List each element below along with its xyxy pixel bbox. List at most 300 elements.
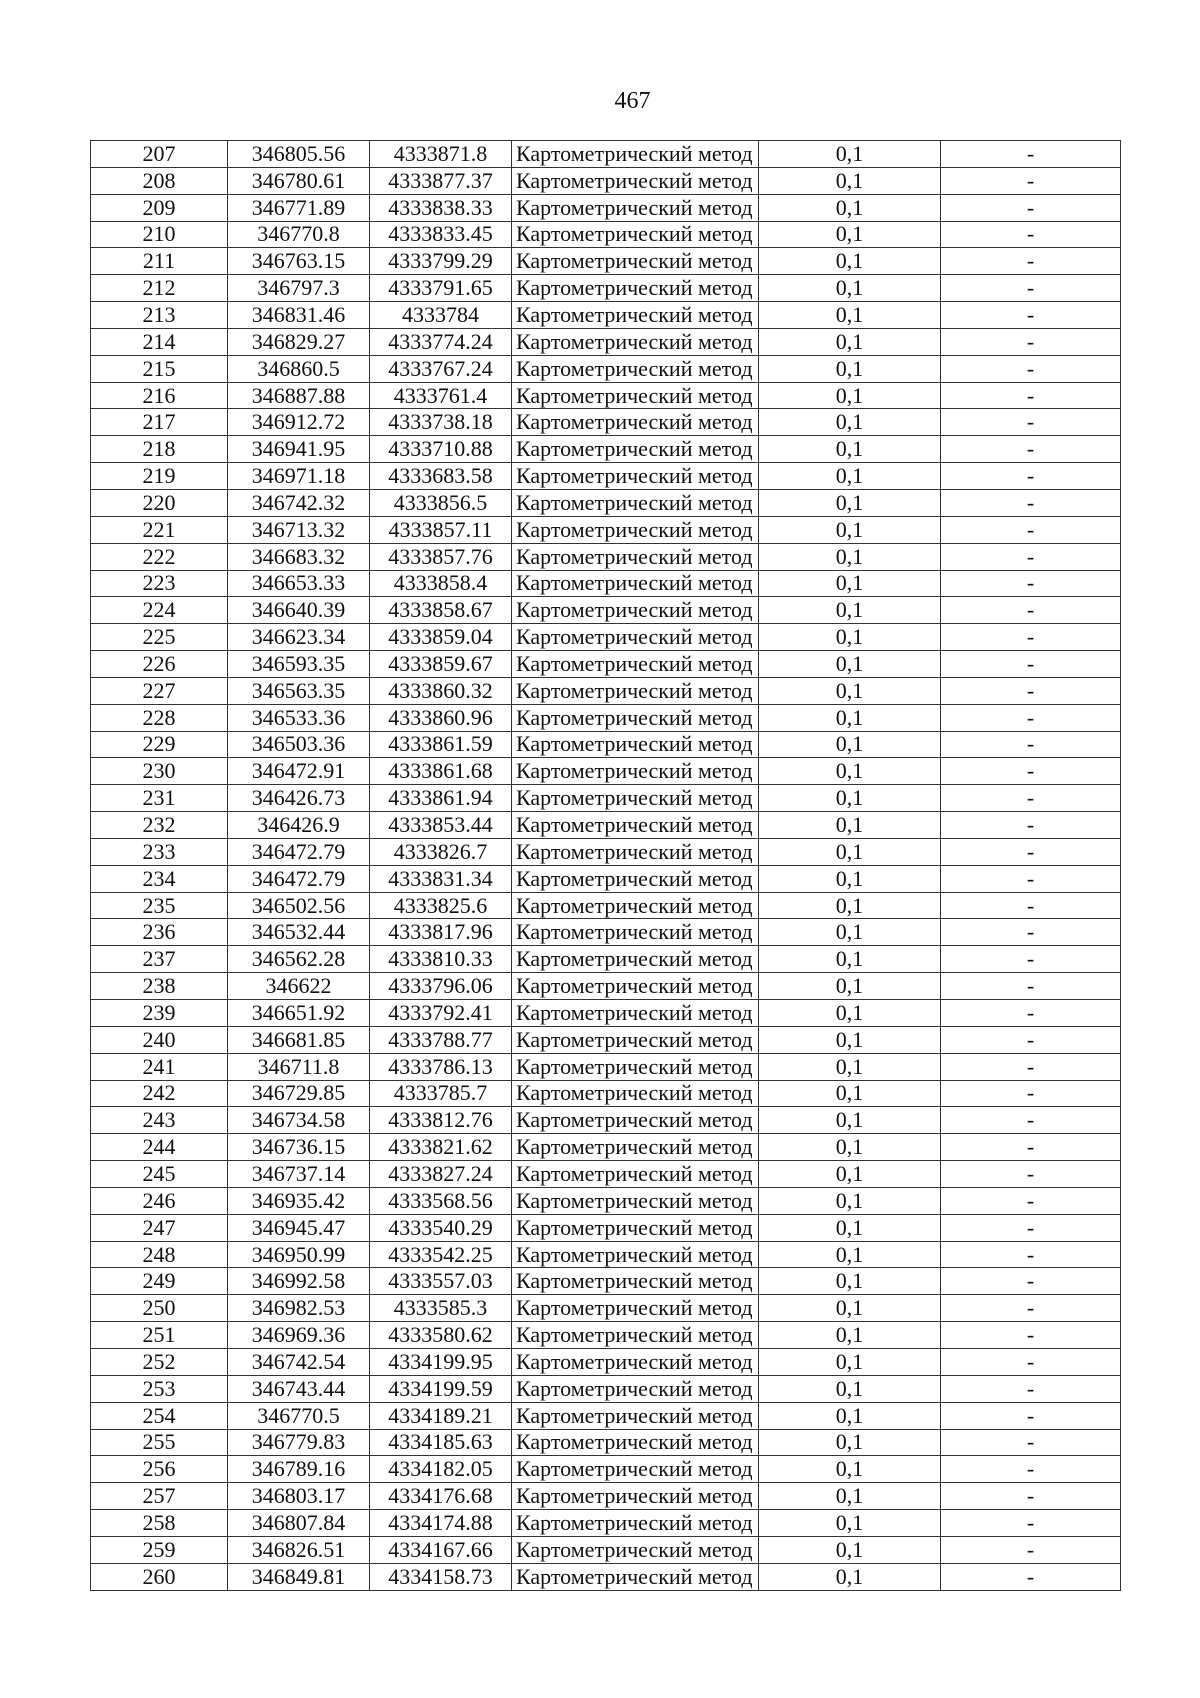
accuracy-cell: 0,1 — [759, 382, 941, 409]
point-number-cell: 258 — [91, 1510, 228, 1537]
note-cell: - — [941, 463, 1121, 490]
x-coordinate-cell: 346736.15 — [228, 1134, 370, 1161]
accuracy-cell: 0,1 — [759, 946, 941, 973]
x-coordinate-cell: 346969.36 — [228, 1322, 370, 1349]
accuracy-cell: 0,1 — [759, 1214, 941, 1241]
y-coordinate-cell: 4333791.65 — [370, 275, 512, 302]
note-cell: - — [941, 1107, 1121, 1134]
y-coordinate-cell: 4333853.44 — [370, 812, 512, 839]
y-coordinate-cell: 4333767.24 — [370, 355, 512, 382]
y-coordinate-cell: 4333860.96 — [370, 704, 512, 731]
point-number-cell: 223 — [91, 570, 228, 597]
note-cell: - — [941, 1187, 1121, 1214]
accuracy-cell: 0,1 — [759, 865, 941, 892]
method-cell: Картометрический метод — [512, 516, 759, 543]
x-coordinate-cell: 346711.8 — [228, 1053, 370, 1080]
table-row — [91, 1134, 1121, 1161]
method-cell: Картометрический метод — [512, 1134, 759, 1161]
accuracy-cell: 0,1 — [759, 1536, 941, 1563]
note-cell: - — [941, 597, 1121, 624]
method-cell: Картометрический метод — [512, 1268, 759, 1295]
note-cell: - — [941, 1000, 1121, 1027]
y-coordinate-cell: 4333858.4 — [370, 570, 512, 597]
note-cell: - — [941, 248, 1121, 275]
x-coordinate-cell: 346653.33 — [228, 570, 370, 597]
accuracy-cell: 0,1 — [759, 919, 941, 946]
x-coordinate-cell: 346805.56 — [228, 141, 370, 168]
table-row — [91, 919, 1121, 946]
method-cell: Картометрический метод — [512, 1456, 759, 1483]
method-cell: Картометрический метод — [512, 1241, 759, 1268]
y-coordinate-cell: 4334174.88 — [370, 1510, 512, 1537]
table-row — [91, 1080, 1121, 1107]
table-row — [91, 328, 1121, 355]
accuracy-cell: 0,1 — [759, 812, 941, 839]
note-cell: - — [941, 1429, 1121, 1456]
x-coordinate-cell: 346763.15 — [228, 248, 370, 275]
x-coordinate-cell: 346683.32 — [228, 543, 370, 570]
accuracy-cell: 0,1 — [759, 141, 941, 168]
method-cell: Картометрический метод — [512, 1107, 759, 1134]
method-cell: Картометрический метод — [512, 838, 759, 865]
table-row — [91, 1375, 1121, 1402]
y-coordinate-cell: 4333833.45 — [370, 221, 512, 248]
x-coordinate-cell: 346472.79 — [228, 865, 370, 892]
x-coordinate-cell: 346426.9 — [228, 812, 370, 839]
accuracy-cell: 0,1 — [759, 489, 941, 516]
table-row — [91, 892, 1121, 919]
accuracy-cell: 0,1 — [759, 624, 941, 651]
x-coordinate-cell: 346780.61 — [228, 167, 370, 194]
table-row — [91, 248, 1121, 275]
table-row — [91, 1563, 1121, 1590]
table-row — [91, 275, 1121, 302]
point-number-cell: 217 — [91, 409, 228, 436]
point-number-cell: 220 — [91, 489, 228, 516]
point-number-cell: 244 — [91, 1134, 228, 1161]
y-coordinate-cell: 4333877.37 — [370, 167, 512, 194]
method-cell: Картометрический метод — [512, 1429, 759, 1456]
accuracy-cell: 0,1 — [759, 1483, 941, 1510]
x-coordinate-cell: 346742.54 — [228, 1348, 370, 1375]
x-coordinate-cell: 346912.72 — [228, 409, 370, 436]
table-body — [91, 141, 1121, 1591]
table-row — [91, 1026, 1121, 1053]
method-cell: Картометрический метод — [512, 141, 759, 168]
accuracy-cell: 0,1 — [759, 838, 941, 865]
y-coordinate-cell: 4333580.62 — [370, 1322, 512, 1349]
note-cell: - — [941, 1510, 1121, 1537]
note-cell: - — [941, 704, 1121, 731]
y-coordinate-cell: 4333861.68 — [370, 758, 512, 785]
y-coordinate-cell: 4333856.5 — [370, 489, 512, 516]
accuracy-cell: 0,1 — [759, 302, 941, 329]
y-coordinate-cell: 4334176.68 — [370, 1483, 512, 1510]
note-cell: - — [941, 275, 1121, 302]
accuracy-cell: 0,1 — [759, 677, 941, 704]
table-row — [91, 1053, 1121, 1080]
point-number-cell: 255 — [91, 1429, 228, 1456]
y-coordinate-cell: 4333817.96 — [370, 919, 512, 946]
note-cell: - — [941, 677, 1121, 704]
x-coordinate-cell: 346887.88 — [228, 382, 370, 409]
y-coordinate-cell: 4333861.59 — [370, 731, 512, 758]
method-cell: Картометрический метод — [512, 946, 759, 973]
method-cell: Картометрический метод — [512, 194, 759, 221]
accuracy-cell: 0,1 — [759, 1241, 941, 1268]
note-cell: - — [941, 1241, 1121, 1268]
method-cell: Картометрический метод — [512, 463, 759, 490]
note-cell: - — [941, 328, 1121, 355]
method-cell: Картометрический метод — [512, 704, 759, 731]
point-number-cell: 231 — [91, 785, 228, 812]
y-coordinate-cell: 4333860.32 — [370, 677, 512, 704]
method-cell: Картометрический метод — [512, 677, 759, 704]
method-cell: Картометрический метод — [512, 409, 759, 436]
point-number-cell: 225 — [91, 624, 228, 651]
table-row — [91, 704, 1121, 731]
y-coordinate-cell: 4333540.29 — [370, 1214, 512, 1241]
point-number-cell: 257 — [91, 1483, 228, 1510]
x-coordinate-cell: 346945.47 — [228, 1214, 370, 1241]
y-coordinate-cell: 4333838.33 — [370, 194, 512, 221]
point-number-cell: 234 — [91, 865, 228, 892]
point-number-cell: 252 — [91, 1348, 228, 1375]
method-cell: Картометрический метод — [512, 1510, 759, 1537]
table-row — [91, 1295, 1121, 1322]
x-coordinate-cell: 346502.56 — [228, 892, 370, 919]
point-number-cell: 210 — [91, 221, 228, 248]
table-row — [91, 167, 1121, 194]
method-cell: Картометрический метод — [512, 597, 759, 624]
point-number-cell: 247 — [91, 1214, 228, 1241]
method-cell: Картометрический метод — [512, 248, 759, 275]
y-coordinate-cell: 4333774.24 — [370, 328, 512, 355]
x-coordinate-cell: 346941.95 — [228, 436, 370, 463]
point-number-cell: 218 — [91, 436, 228, 463]
table-row — [91, 1107, 1121, 1134]
accuracy-cell: 0,1 — [759, 1375, 941, 1402]
point-number-cell: 233 — [91, 838, 228, 865]
x-coordinate-cell: 346849.81 — [228, 1563, 370, 1590]
x-coordinate-cell: 346982.53 — [228, 1295, 370, 1322]
accuracy-cell: 0,1 — [759, 570, 941, 597]
x-coordinate-cell: 346426.73 — [228, 785, 370, 812]
note-cell: - — [941, 1348, 1121, 1375]
table-row — [91, 973, 1121, 1000]
note-cell: - — [941, 1161, 1121, 1188]
table-row — [91, 812, 1121, 839]
table-row — [91, 1161, 1121, 1188]
point-number-cell: 213 — [91, 302, 228, 329]
x-coordinate-cell: 346826.51 — [228, 1536, 370, 1563]
note-cell: - — [941, 516, 1121, 543]
x-coordinate-cell: 346623.34 — [228, 624, 370, 651]
y-coordinate-cell: 4334189.21 — [370, 1402, 512, 1429]
accuracy-cell: 0,1 — [759, 463, 941, 490]
y-coordinate-cell: 4333799.29 — [370, 248, 512, 275]
note-cell: - — [941, 221, 1121, 248]
table-row — [91, 677, 1121, 704]
method-cell: Картометрический метод — [512, 1536, 759, 1563]
note-cell: - — [941, 1483, 1121, 1510]
method-cell: Картометрический метод — [512, 1483, 759, 1510]
accuracy-cell: 0,1 — [759, 275, 941, 302]
note-cell: - — [941, 194, 1121, 221]
accuracy-cell: 0,1 — [759, 194, 941, 221]
note-cell: - — [941, 436, 1121, 463]
accuracy-cell: 0,1 — [759, 1134, 941, 1161]
point-number-cell: 256 — [91, 1456, 228, 1483]
x-coordinate-cell: 346593.35 — [228, 651, 370, 678]
accuracy-cell: 0,1 — [759, 1026, 941, 1053]
x-coordinate-cell: 346503.36 — [228, 731, 370, 758]
table-row — [91, 436, 1121, 463]
table-row — [91, 731, 1121, 758]
x-coordinate-cell: 346807.84 — [228, 1510, 370, 1537]
table-row — [91, 409, 1121, 436]
x-coordinate-cell: 346651.92 — [228, 1000, 370, 1027]
x-coordinate-cell: 346992.58 — [228, 1268, 370, 1295]
method-cell: Картометрический метод — [512, 570, 759, 597]
y-coordinate-cell: 4334182.05 — [370, 1456, 512, 1483]
y-coordinate-cell: 4334199.59 — [370, 1375, 512, 1402]
y-coordinate-cell: 4333557.03 — [370, 1268, 512, 1295]
y-coordinate-cell: 4334167.66 — [370, 1536, 512, 1563]
point-number-cell: 214 — [91, 328, 228, 355]
method-cell: Картометрический метод — [512, 812, 759, 839]
method-cell: Картометрический метод — [512, 1375, 759, 1402]
method-cell: Картометрический метод — [512, 1348, 759, 1375]
accuracy-cell: 0,1 — [759, 1456, 941, 1483]
x-coordinate-cell: 346681.85 — [228, 1026, 370, 1053]
point-number-cell: 224 — [91, 597, 228, 624]
table-row — [91, 597, 1121, 624]
x-coordinate-cell: 346770.8 — [228, 221, 370, 248]
method-cell: Картометрический метод — [512, 651, 759, 678]
y-coordinate-cell: 4333683.58 — [370, 463, 512, 490]
accuracy-cell: 0,1 — [759, 1268, 941, 1295]
method-cell: Картометрический метод — [512, 731, 759, 758]
table-row — [91, 489, 1121, 516]
accuracy-cell: 0,1 — [759, 328, 941, 355]
accuracy-cell: 0,1 — [759, 973, 941, 1000]
note-cell: - — [941, 785, 1121, 812]
point-number-cell: 249 — [91, 1268, 228, 1295]
x-coordinate-cell: 346742.32 — [228, 489, 370, 516]
table-row — [91, 1000, 1121, 1027]
accuracy-cell: 0,1 — [759, 1429, 941, 1456]
y-coordinate-cell: 4333784 — [370, 302, 512, 329]
y-coordinate-cell: 4333810.33 — [370, 946, 512, 973]
point-number-cell: 216 — [91, 382, 228, 409]
x-coordinate-cell: 346779.83 — [228, 1429, 370, 1456]
table-row — [91, 221, 1121, 248]
x-coordinate-cell: 346950.99 — [228, 1241, 370, 1268]
y-coordinate-cell: 4333859.04 — [370, 624, 512, 651]
point-number-cell: 243 — [91, 1107, 228, 1134]
accuracy-cell: 0,1 — [759, 1510, 941, 1537]
point-number-cell: 260 — [91, 1563, 228, 1590]
x-coordinate-cell: 346472.79 — [228, 838, 370, 865]
accuracy-cell: 0,1 — [759, 1053, 941, 1080]
accuracy-cell: 0,1 — [759, 1348, 941, 1375]
note-cell: - — [941, 1402, 1121, 1429]
accuracy-cell: 0,1 — [759, 597, 941, 624]
y-coordinate-cell: 4333786.13 — [370, 1053, 512, 1080]
y-coordinate-cell: 4333857.76 — [370, 543, 512, 570]
note-cell: - — [941, 302, 1121, 329]
accuracy-cell: 0,1 — [759, 248, 941, 275]
method-cell: Картометрический метод — [512, 543, 759, 570]
x-coordinate-cell: 346770.5 — [228, 1402, 370, 1429]
point-number-cell: 229 — [91, 731, 228, 758]
accuracy-cell: 0,1 — [759, 1295, 941, 1322]
y-coordinate-cell: 4333542.25 — [370, 1241, 512, 1268]
x-coordinate-cell: 346622 — [228, 973, 370, 1000]
method-cell: Картометрический метод — [512, 892, 759, 919]
table-row — [91, 624, 1121, 651]
table-row — [91, 1429, 1121, 1456]
accuracy-cell: 0,1 — [759, 1000, 941, 1027]
note-cell: - — [941, 1053, 1121, 1080]
note-cell: - — [941, 838, 1121, 865]
accuracy-cell: 0,1 — [759, 221, 941, 248]
x-coordinate-cell: 346789.16 — [228, 1456, 370, 1483]
accuracy-cell: 0,1 — [759, 167, 941, 194]
y-coordinate-cell: 4333858.67 — [370, 597, 512, 624]
y-coordinate-cell: 4334185.63 — [370, 1429, 512, 1456]
accuracy-cell: 0,1 — [759, 758, 941, 785]
method-cell: Картометрический метод — [512, 758, 759, 785]
x-coordinate-cell: 346640.39 — [228, 597, 370, 624]
table-row — [91, 946, 1121, 973]
point-number-cell: 238 — [91, 973, 228, 1000]
table-row — [91, 302, 1121, 329]
note-cell: - — [941, 919, 1121, 946]
table-row — [91, 1536, 1121, 1563]
y-coordinate-cell: 4334158.73 — [370, 1563, 512, 1590]
point-number-cell: 248 — [91, 1241, 228, 1268]
note-cell: - — [941, 1268, 1121, 1295]
point-number-cell: 221 — [91, 516, 228, 543]
method-cell: Картометрический метод — [512, 167, 759, 194]
note-cell: - — [941, 1080, 1121, 1107]
note-cell: - — [941, 409, 1121, 436]
accuracy-cell: 0,1 — [759, 436, 941, 463]
method-cell: Картометрический метод — [512, 919, 759, 946]
point-number-cell: 241 — [91, 1053, 228, 1080]
y-coordinate-cell: 4333788.77 — [370, 1026, 512, 1053]
y-coordinate-cell: 4333831.34 — [370, 865, 512, 892]
note-cell: - — [941, 812, 1121, 839]
accuracy-cell: 0,1 — [759, 516, 941, 543]
point-number-cell: 222 — [91, 543, 228, 570]
accuracy-cell: 0,1 — [759, 651, 941, 678]
method-cell: Картометрический метод — [512, 1187, 759, 1214]
x-coordinate-cell: 346562.28 — [228, 946, 370, 973]
point-number-cell: 254 — [91, 1402, 228, 1429]
note-cell: - — [941, 1456, 1121, 1483]
x-coordinate-cell: 346737.14 — [228, 1161, 370, 1188]
note-cell: - — [941, 543, 1121, 570]
accuracy-cell: 0,1 — [759, 1563, 941, 1590]
x-coordinate-cell: 346971.18 — [228, 463, 370, 490]
point-number-cell: 226 — [91, 651, 228, 678]
method-cell: Картометрический метод — [512, 865, 759, 892]
point-number-cell: 237 — [91, 946, 228, 973]
point-number-cell: 219 — [91, 463, 228, 490]
note-cell: - — [941, 731, 1121, 758]
accuracy-cell: 0,1 — [759, 1107, 941, 1134]
point-number-cell: 253 — [91, 1375, 228, 1402]
method-cell: Картометрический метод — [512, 328, 759, 355]
table-row — [91, 1268, 1121, 1295]
method-cell: Картометрический метод — [512, 489, 759, 516]
page-number: 467 — [614, 88, 651, 114]
note-cell: - — [941, 1563, 1121, 1590]
x-coordinate-cell: 346829.27 — [228, 328, 370, 355]
table-row — [91, 1241, 1121, 1268]
method-cell: Картометрический метод — [512, 1402, 759, 1429]
table-row — [91, 1510, 1121, 1537]
point-number-cell: 230 — [91, 758, 228, 785]
x-coordinate-cell: 346472.91 — [228, 758, 370, 785]
table-row — [91, 382, 1121, 409]
note-cell: - — [941, 382, 1121, 409]
note-cell: - — [941, 624, 1121, 651]
table-row — [91, 865, 1121, 892]
point-number-cell: 207 — [91, 141, 228, 168]
note-cell: - — [941, 1322, 1121, 1349]
method-cell: Картометрический метод — [512, 1161, 759, 1188]
x-coordinate-cell: 346831.46 — [228, 302, 370, 329]
table-row — [91, 651, 1121, 678]
point-number-cell: 250 — [91, 1295, 228, 1322]
point-number-cell: 215 — [91, 355, 228, 382]
method-cell: Картометрический метод — [512, 1322, 759, 1349]
y-coordinate-cell: 4333812.76 — [370, 1107, 512, 1134]
note-cell: - — [941, 167, 1121, 194]
method-cell: Картометрический метод — [512, 624, 759, 651]
note-cell: - — [941, 865, 1121, 892]
method-cell: Картометрический метод — [512, 1295, 759, 1322]
x-coordinate-cell: 346797.3 — [228, 275, 370, 302]
x-coordinate-cell: 346533.36 — [228, 704, 370, 731]
y-coordinate-cell: 4333859.67 — [370, 651, 512, 678]
method-cell: Картометрический метод — [512, 1080, 759, 1107]
y-coordinate-cell: 4333861.94 — [370, 785, 512, 812]
x-coordinate-cell: 346729.85 — [228, 1080, 370, 1107]
table-row — [91, 785, 1121, 812]
accuracy-cell: 0,1 — [759, 409, 941, 436]
x-coordinate-cell: 346713.32 — [228, 516, 370, 543]
method-cell: Картометрический метод — [512, 221, 759, 248]
method-cell: Картометрический метод — [512, 302, 759, 329]
note-cell: - — [941, 946, 1121, 973]
method-cell: Картометрический метод — [512, 355, 759, 382]
y-coordinate-cell: 4333585.3 — [370, 1295, 512, 1322]
table-row — [91, 1348, 1121, 1375]
table-row — [91, 463, 1121, 490]
table-row — [91, 1214, 1121, 1241]
point-number-cell: 242 — [91, 1080, 228, 1107]
y-coordinate-cell: 4333825.6 — [370, 892, 512, 919]
accuracy-cell: 0,1 — [759, 1322, 941, 1349]
method-cell: Картометрический метод — [512, 1053, 759, 1080]
method-cell: Картометрический метод — [512, 1000, 759, 1027]
x-coordinate-cell: 346860.5 — [228, 355, 370, 382]
